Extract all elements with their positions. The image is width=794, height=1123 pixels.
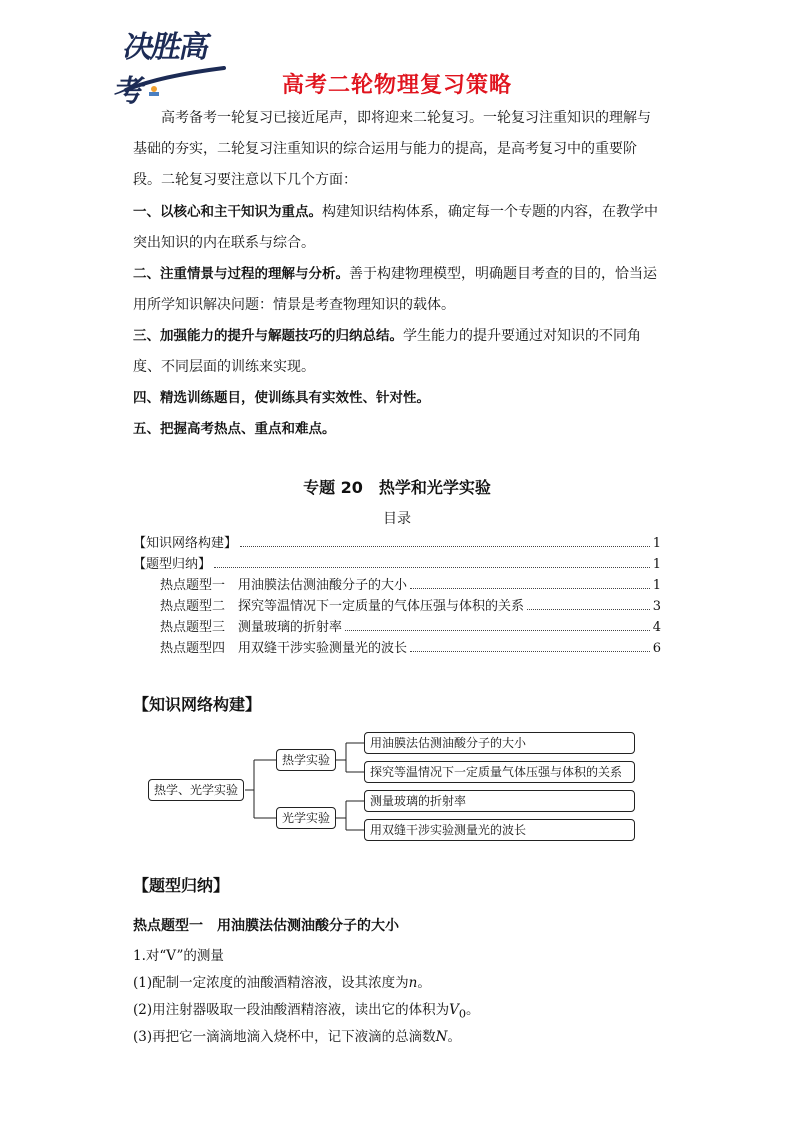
toc-item-type-3[interactable]: 热点题型三 测量玻璃的折射率 4 <box>160 620 661 635</box>
toc-title: 目录 <box>383 511 411 527</box>
knowledge-diagram <box>148 730 638 842</box>
body-line-1: 1.对“V”的测量 <box>133 948 224 964</box>
point-2-bold: 二、注重情景与过程的理解与分析。 <box>133 266 349 282</box>
toc-item-type-1[interactable]: 热点题型一 用油膜法估测油酸分子的大小 1 <box>160 578 661 593</box>
table-of-contents <box>133 530 661 656</box>
diagram-leaf-oil-film: 用油膜法估测油酸分子的大小 <box>364 732 635 754</box>
point-3-bold: 三、加强能力的提升与解题技巧的归纳总结。 <box>133 328 403 344</box>
point-1-bold: 一、以核心和主干知识为重点。 <box>133 204 322 220</box>
var-v0: V <box>449 1002 459 1018</box>
diagram-leaf-gas-law: 探究等温情况下一定质量气体压强与体积的关系 <box>364 761 635 783</box>
point-3-text: 学生能力的提升要通过对知识的不同角度、不同层面的训练来实现。 <box>133 328 641 375</box>
logo-text: 决胜高考 <box>110 30 212 109</box>
section-knowledge-network: 【知识网络构建】 <box>133 695 262 714</box>
point-3 <box>133 321 663 383</box>
toc-item-type-2[interactable]: 热点题型二 探究等温情况下一定质量的气体压强与体积的关系 3 <box>160 599 661 614</box>
body-line-3: (2)用注射器吸取一段油酸酒精溶液，读出它的体积为$V_0$。 <box>133 1002 480 1021</box>
point-4-bold: 四、精选训练题目，使训练具有实效性、针对性。 <box>133 390 430 406</box>
toc-item-knowledge-network[interactable]: 【知识网络构建】 1 <box>133 536 661 551</box>
point-1-text: 构建知识结构体系，确定每一个专题的内容，在教学中突出知识的内在联系与综合。 <box>133 204 658 251</box>
diagram-leaf-double-slit: 用双缝干涉实验测量光的波长 <box>364 819 635 841</box>
toc-item-type-4[interactable]: 热点题型四 用双缝干涉实验测量光的波长 6 <box>160 641 661 656</box>
point-5 <box>133 414 663 445</box>
body-line-2: (1)配制一定浓度的油酸酒精溶液，设其浓度为n。 <box>133 975 431 991</box>
body-line-4: (3)再把它一滴滴地滴入烧杯中，记下液滴的总滴数N。 <box>133 1029 461 1045</box>
page-title: 高考二轮物理复习策略 <box>281 73 512 98</box>
diagram-root-node: 热学、光学实验 <box>148 779 244 801</box>
diagram-leaf-refraction: 测量玻璃的折射率 <box>364 790 635 812</box>
point-2-text: 善于构建物理模型，明确题目考查的目的，恰当运用所学知识解决问题：情景是考查物理知识的载体。 <box>133 266 657 313</box>
point-4 <box>133 383 663 414</box>
point-5-bold: 五、把握高考热点、重点和难点。 <box>133 421 336 437</box>
diagram-heat-node: 热学实验 <box>276 749 336 771</box>
topic-title: 专题 20 热学和光学实验 <box>303 478 491 497</box>
section-question-types: 【题型归纳】 <box>133 876 230 895</box>
subsection-title: 热点题型一 用油膜法估测油酸分子的大小 <box>133 918 399 934</box>
toc-item-question-types[interactable]: 【题型归纳】 1 <box>133 557 661 572</box>
var-n: n <box>408 975 418 991</box>
intro-paragraph: 高考备考一轮复习已接近尾声，即将迎来二轮复习。一轮复习注重知识的理解与基础的夯实，二轮复习注重知识的综合运用与能力的提高，是高考复习中的重要阶段。二轮复习要注意以下几个方面： <box>133 110 651 188</box>
diagram-optics-node: 光学实验 <box>276 807 336 829</box>
point-2 <box>133 259 663 321</box>
point-1 <box>133 197 663 259</box>
var-N: N <box>435 1029 448 1045</box>
